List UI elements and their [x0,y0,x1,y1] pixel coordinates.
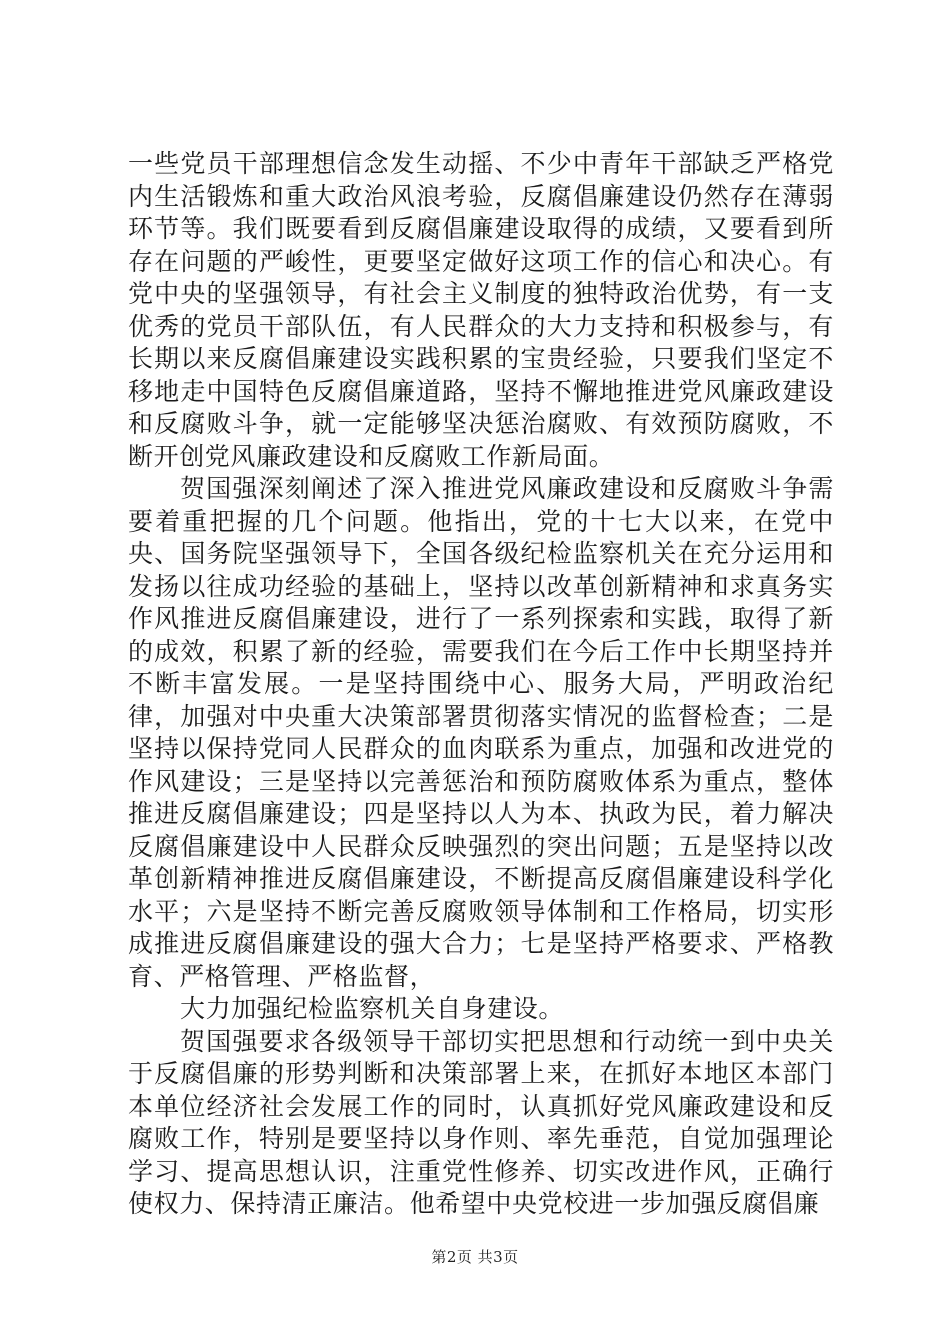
body-text [128,148,834,1221]
paragraph-1: 一些党员干部理想信念发生动摇、不少中青年干部缺乏严格党内生活锻炼和重大政治风浪考验，反腐倡廉建设仍然存在薄弱环节等。我们既要看到反腐倡廉建设取得的成绩，又要看到所存在问题的严峻性，更要坚定做好这项工作的信心和决心。有党中央的坚强领导，有社会主义制度的独特政治优势，有一支优秀的党员干部队伍，有人民群众的大力支持和积极参与，有长期以来反腐倡廉建设实践积累的宝贵经验，只要我们坚定不移地走中国特色反腐倡廉道路，坚持不懈地推进党风廉政建设和反腐败斗争，就一定能够坚决惩治腐败、有效预防腐败，不断开创党风廉政建设和反腐败工作新局面。 [128,149,834,471]
paragraph-4: 贺国强要求各级领导干部切实把思想和行动统一到中央关于反腐倡廉的形势判断和决策部署上来，在抓好本地区本部门本单位经济社会发展工作的同时，认真抓好党风廉政建设和反腐败工作，特别是要坚持以身作则、率先垂范，自觉加强理论学习、提高思想认识，注重党性修养、切实改进作风，正确行使权力、保持清正廉洁。他希望中央党校进一步加强反腐倡廉 [128,1026,834,1218]
page-footer: 第2页 共3页 [431,1248,519,1266]
paragraph-2: 贺国强深刻阐述了深入推进党风廉政建设和反腐败斗争需要着重把握的几个问题。他指出，党的十七大以来，在党中央、国务院坚强领导下，全国各级纪检监察机关在充分运用和发扬以往成功经验的基础上，坚持以改革创新精神和求真务实作风推进反腐倡廉建设，进行了一系列探索和实践，取得了新的成效，积累了新的经验，需要我们在今后工作中长期坚持并不断丰富发展。一是坚持围绕中心、服务大局，严明政治纪律，加强对中央重大决策部署贯彻落实情况的监督检查；二是坚持以保持党同人民群众的血肉联系为重点，加强和改进党的作风建设；三是坚持以完善惩治和预防腐败体系为重点，整体推进反腐倡廉建设；四是坚持以人为本、执政为民，着力解决反腐倡廉建设中人民群众反映强烈的突出问题；五是坚持以改革创新精神推进反腐倡廉建设，不断提高反腐倡廉建设科学化水平；六是坚持不断完善反腐败领导体制和工作格局，切实形成推进反腐倡廉建设的强大合力；七是坚持严格要求、严格教育、严格管理、严格监督， [128,474,834,991]
paragraph-3: 大力加强纪检监察机关自身建设。 [180,994,565,1023]
